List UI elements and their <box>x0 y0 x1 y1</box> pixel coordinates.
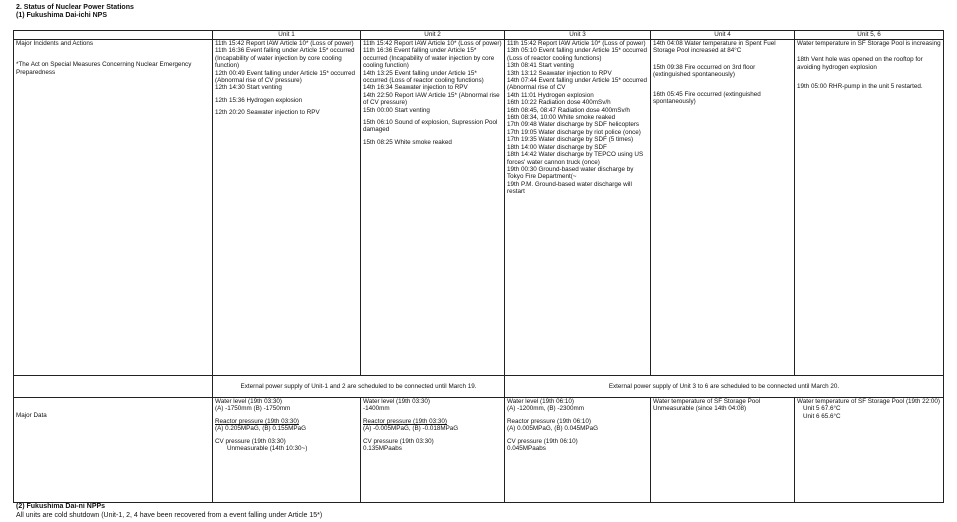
incidents-unit-3 <box>505 40 651 376</box>
reactor-pressure-heading: Reactor pressure (19th 03:30) <box>363 417 448 425</box>
incident-entry: 17th 19:05 Water discharge by riot police (once) <box>507 128 641 136</box>
data-unit-5-6 <box>795 398 944 503</box>
incidents-label-cell <box>14 40 213 376</box>
incident-entry: 15th 08:25 White smoke reaked <box>363 138 452 146</box>
water-level-heading: Water level (19th 03:30) <box>363 398 430 405</box>
incident-entry: 18th Vent hole was opened on the rooftop for avoiding hydrogen explosion <box>797 56 923 71</box>
incident-entry: 16th 08:34, 10:00 White smoke reaked <box>507 114 616 122</box>
water-level-value: (A) -1750mm (B) -1750mm <box>215 405 291 413</box>
data-label-cell <box>14 398 213 503</box>
cv-pressure-value: Unmeasurable (14th 10:30~) <box>227 445 308 453</box>
pool-temperature-heading: Water temperature of SF Storage Pool (19th 22:00) <box>797 398 940 405</box>
incidents-unit-2 <box>361 40 505 376</box>
incident-entry: 17th 09:48 Water discharge by SDF helicopters <box>507 121 640 129</box>
reactor-pressure-value: (A) -0.005MPaG, (B) -0.018MPaG <box>363 425 459 433</box>
water-level-value: -1400mm <box>363 405 390 413</box>
reactor-pressure-heading: Reactor pressure (19th 03:30) <box>215 417 300 425</box>
incident-entry: 15th 09:38 Fire occurred on 3rd floor (extinguished spontaneously) <box>653 63 756 79</box>
status-table <box>13 30 943 502</box>
incidents-unit-4 <box>651 40 795 376</box>
incident-entry: 13th 05:10 Event falling under Article 15* occurred (Loss of reactor cooling functions) <box>507 47 648 62</box>
incident-entry: 19th 00:30 Ground-based water discharge by Tokyo Fire Department(~ <box>507 165 634 181</box>
cv-pressure-heading: CV pressure (19th 03:30) <box>363 437 434 445</box>
data-unit-3 <box>505 398 651 503</box>
incident-entry: 11th 15:42 Report IAW Article 10* (Loss of power) <box>215 40 354 47</box>
cv-pressure-heading: CV pressure (19th 06:10) <box>507 437 578 445</box>
major-data-label: Major Data <box>16 412 47 419</box>
cv-pressure-value: 0.045MPaabs <box>507 445 546 453</box>
pool-temperature-heading: Water temperature of SF Storage Pool <box>653 398 761 405</box>
header-unit-4: Unit 4 <box>651 31 795 40</box>
incident-entry: 13th 08:41 Start venting <box>507 62 574 70</box>
incident-entry: 14th 22:50 Report IAW Article 15* (Abnormal rise of CV pressure) <box>363 91 500 107</box>
incident-entry: 18th 14:00 Water discharge by SDF <box>507 143 607 151</box>
incident-entry: 16th 08:45, 08:47 Radiation dose 400mSv/h <box>507 106 630 114</box>
incident-entry: 15th 06:10 Sound of explosion, Supression Pool damaged <box>363 119 498 134</box>
incident-entry: 12th 20:20 Seawater injection to RPV <box>215 109 320 117</box>
header-corner <box>14 31 213 40</box>
pool-temperature-unit-5: Unit 5 67.6°C <box>803 405 841 413</box>
incident-entry: 18th 14:42 Water discharge by TEPCO using US forces' water cannon truck (once) <box>507 151 644 166</box>
incident-entry: 17th 19:35 Water discharge by SDF (5 times) <box>507 136 634 144</box>
water-level-heading: Water level (19th 03:30) <box>215 398 282 405</box>
incident-entry: 14th 07:44 Event falling under Article 15* occurred (Abnormal rise of CV <box>507 77 648 92</box>
incident-entry: 14th 04:08 Water temperature in Spent Fuel Storage Pool increased at 84°C <box>653 40 776 55</box>
incidents-note: *The Act on Special Measures Concerning Nuclear Emergency Preparedness <box>16 61 192 76</box>
incident-entry: 12th 00:49 Event falling under Article 15* occurred (Abnormal rise of CV pressure) <box>215 69 356 85</box>
incident-entry: 11th 16:36 Event falling under Article 15* occurred (Incapability of water injection by core cooling function) <box>363 47 495 70</box>
incident-entry: 11th 15:42 Report IAW Article 10* (Loss of power) <box>363 40 502 47</box>
reactor-pressure-heading: Reactor pressure (19th 06:10) <box>507 417 592 425</box>
power-label-cell <box>14 376 213 398</box>
incident-entry: 14th 13:25 Event falling under Article 15* occurred (Loss of reactor cooling functions) <box>363 69 484 85</box>
incident-entry: 12th 15:36 Hydrogen explosion <box>215 96 303 104</box>
incident-entry: 13th 13:12 Seawater injection to RPV <box>507 69 612 77</box>
header-unit-2: Unit 2 <box>361 31 505 40</box>
data-unit-2 <box>361 398 505 503</box>
footer-text: All units are cold shutdown (Unit-1, 2, 4 have been recovered from a event falling under Article 15*) <box>16 512 323 519</box>
footer-title: (2) Fukushima Dai-ni NPPs <box>16 503 106 510</box>
incident-entry: 12th 14:30 Start venting <box>215 84 282 92</box>
page-title: 2. Status of Nuclear Power Stations <box>16 4 134 11</box>
data-unit-1 <box>213 398 361 503</box>
incidents-unit-1 <box>213 40 361 376</box>
incident-entry: 11th 16:36 Event falling under Article 15* occurred (Incapability of water injection by core cooling function) <box>215 47 355 70</box>
page-subtitle: (1) Fukushima Dai-ichi NPS <box>16 12 108 19</box>
incident-entry: 16th 05:45 Fire occurred (extinguished spontaneously) <box>653 90 761 106</box>
power-supply-unit-1-2: External power supply of Unit-1 and 2 are scheduled to be connected until March 19. <box>213 376 505 398</box>
power-supply-unit-3-6: External power supply of Unit 3 to 6 are scheduled to be connected until March 20. <box>505 376 944 398</box>
header-unit-3: Unit 3 <box>505 31 651 40</box>
incidents-label: Major Incidents and Actions <box>16 40 94 47</box>
cv-pressure-value: 0.135MPaabs <box>363 445 402 453</box>
incident-entry: 16th 10:22 Radiation dose 400mSv/h <box>507 99 611 107</box>
header-unit-1: Unit 1 <box>213 31 361 40</box>
pool-temperature-value: Unmeasurable (since 14th 04:08) <box>653 405 747 413</box>
incident-entry: 11th 15:42 Report IAW Article 10* (Loss of power) <box>507 40 646 47</box>
pool-temperature-unit-6: Unit 6 65.6°C <box>803 412 841 420</box>
water-level-heading: Water level (19th 06:10) <box>507 398 574 405</box>
reactor-pressure-value: (A) 0.205MPaG, (B) 0.155MPaG <box>215 425 306 433</box>
cv-pressure-heading: CV pressure (19th 03:30) <box>215 437 286 445</box>
incident-entry: 15th 00:00 Start venting <box>363 106 430 114</box>
water-level-value: (A) -1200mm, (B) -2300mm <box>507 405 584 413</box>
reactor-pressure-value: (A) 0.005MPaG, (B) 0.045MPaG <box>507 425 598 433</box>
incidents-unit-5-6 <box>795 40 944 376</box>
incident-entry: 14th 16:34 Seawater injection to RPV <box>363 84 468 92</box>
data-unit-4 <box>651 398 795 503</box>
header-unit-5-6: Unit 5, 6 <box>795 31 944 40</box>
incident-entry: 19th P.M. Ground-based water discharge will restart <box>507 180 632 196</box>
incident-entry: 19th 05:00 RHR-pump in the unit 5 restarted. <box>797 83 923 91</box>
incident-entry: Water temperature in SF Storage Pool is increasing <box>797 40 941 47</box>
incident-entry: 14th 11:01 Hydrogen explosion <box>507 91 594 99</box>
